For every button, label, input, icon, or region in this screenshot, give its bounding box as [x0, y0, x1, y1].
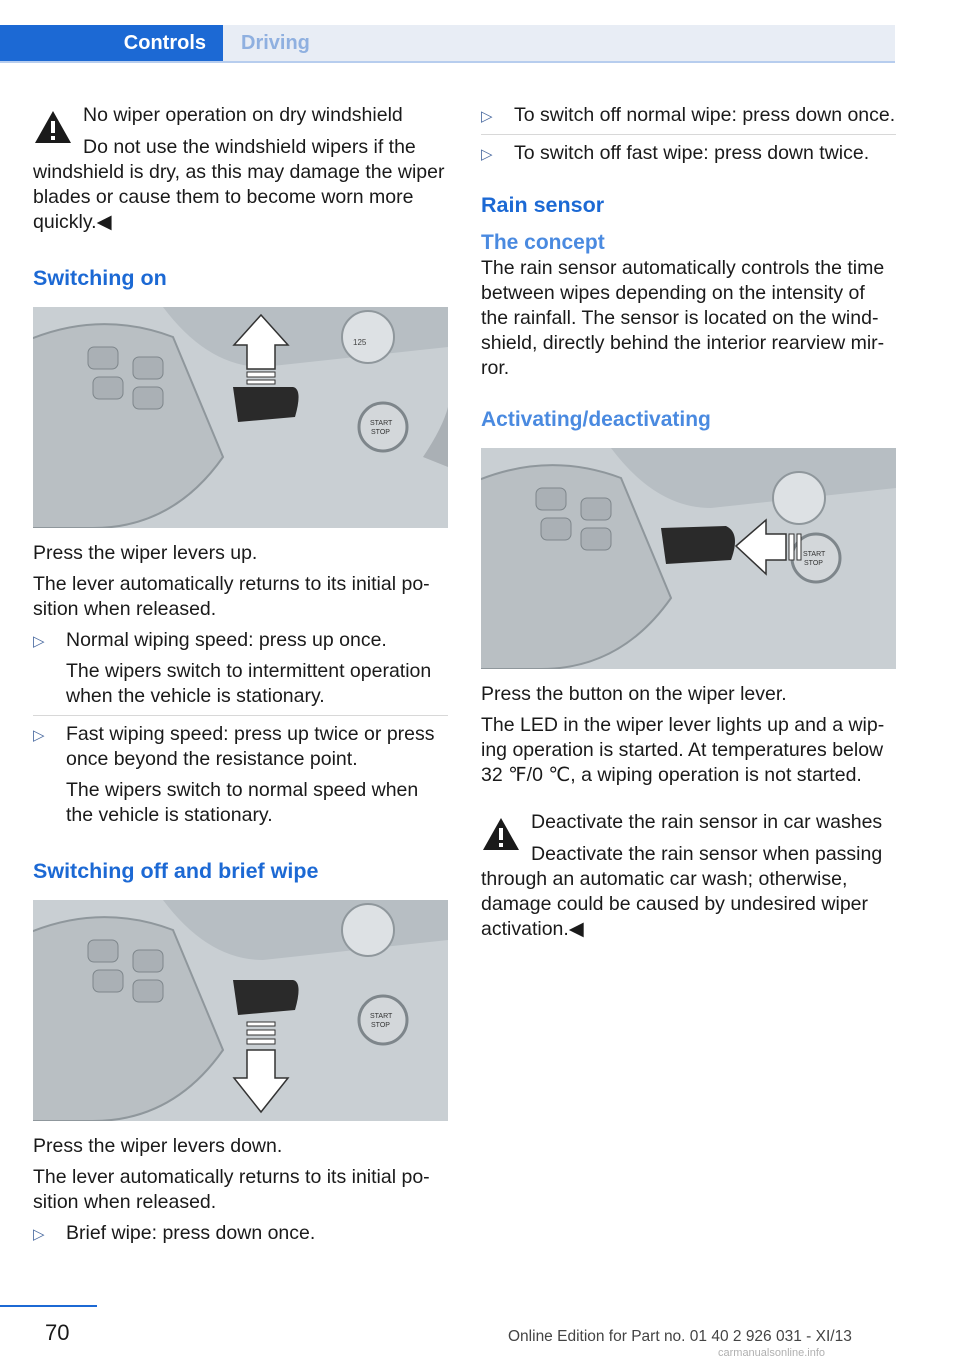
bullet-normal-speed	[33, 628, 448, 709]
svg-text:125: 125	[353, 338, 367, 347]
warning-icon	[33, 109, 73, 145]
bullet-divider	[33, 715, 448, 716]
header-divider	[0, 61, 895, 63]
figure-wiper-down	[33, 900, 448, 1121]
figure-wiper-up	[33, 307, 448, 528]
warning-body-line1: Do not use the windshield wipers if the	[83, 136, 416, 158]
triangle-bullet-icon: ▷	[33, 1226, 45, 1243]
triangle-bullet-icon: ▷	[33, 727, 45, 744]
heading-switching-on: Switching on	[33, 266, 167, 290]
svg-text:START: START	[370, 420, 393, 427]
heading-activating: Activating/deactivating	[481, 408, 711, 431]
warning-title: Deactivate the rain sensor in car washes	[531, 811, 883, 833]
concept-text: The rain sensor automatically controls the time between wipes depending on the intensity of the rainfall. The sensor is located on the wind-shield, directly behind the interior rearview mir-ror.	[481, 257, 885, 379]
bullet-switch-off-fast	[481, 141, 896, 166]
switching-on-p1: Press the wiper levers up.	[33, 542, 258, 564]
triangle-bullet-icon: ▷	[33, 633, 45, 650]
switching-off-p2: The lever automatically returns to its initial po-sition when released.	[33, 1166, 430, 1213]
bullet-text: To switch off fast wipe: press down twice.	[514, 142, 870, 164]
activating-p2: The LED in the wiper lever lights up and a wip-ing operation is started. At temperatures below 32 ℉/0 ℃, a wiping operation is not started.	[481, 714, 885, 786]
heading-switching-off: Switching off and brief wipe	[33, 859, 319, 883]
watermark: carmanualsonline.info	[718, 1347, 826, 1359]
bullet-text: To switch off normal wipe: press down once.	[514, 104, 896, 126]
heading-rain-sensor: Rain sensor	[481, 193, 605, 217]
warning-car-wash	[481, 810, 896, 942]
warning-body: through an automatic car wash; otherwise, damage could be caused by undesired wiper activation.◀	[481, 868, 869, 940]
bullet-text: Normal wiping speed: press up once.	[66, 629, 387, 651]
svg-text:STOP: STOP	[371, 429, 390, 436]
figure-rain-sensor-button	[481, 448, 896, 669]
left-column	[33, 103, 448, 1246]
bullet-fast-speed	[33, 722, 448, 828]
wiper-lever-button-illustration	[481, 448, 896, 669]
tab-controls[interactable]: Controls	[0, 25, 223, 61]
bullet-brief-wipe	[33, 1221, 448, 1246]
warning-body: windshield is dry, as this may damage the wiper blades or cause them to become worn more quickly.◀	[33, 161, 445, 233]
triangle-bullet-icon: ▷	[481, 108, 493, 125]
svg-text:STOP: STOP	[804, 560, 823, 567]
bullet-subtext: The wipers switch to normal speed when the vehicle is stationary.	[66, 779, 419, 826]
svg-text:START: START	[370, 1013, 393, 1020]
tab-driving[interactable]: Driving	[223, 25, 895, 61]
heading-the-concept: The concept	[481, 231, 605, 254]
activating-p1: Press the button on the wiper lever.	[481, 683, 787, 705]
warning-title: No wiper operation on dry windshield	[83, 104, 403, 126]
wiper-lever-up-illustration	[33, 307, 448, 528]
bullet-text: Fast wiping speed: press up twice or press once beyond the resistance point.	[66, 723, 435, 770]
bullet-divider	[481, 134, 896, 135]
svg-text:START: START	[803, 551, 826, 558]
bullet-subtext: The wipers switch to intermittent operation when the vehicle is stationary.	[66, 660, 432, 707]
triangle-bullet-icon: ▷	[481, 146, 493, 163]
switching-on-p2: The lever automatically returns to its initial po-sition when released.	[33, 573, 430, 620]
wiper-lever-down-illustration	[33, 900, 448, 1121]
right-column	[481, 103, 896, 942]
edition-text: Online Edition for Part no. 01 40 2 926 031 - XI/13	[508, 1328, 852, 1345]
bullet-switch-off-normal	[481, 103, 896, 128]
switching-off-p1: Press the wiper levers down.	[33, 1135, 283, 1157]
footer-divider	[0, 1305, 97, 1307]
page-number: 70	[45, 1320, 70, 1345]
header-tabs	[0, 25, 895, 61]
warning-icon	[481, 816, 521, 852]
warning-dry-windshield	[33, 103, 448, 235]
svg-text:STOP: STOP	[371, 1022, 390, 1029]
bullet-text: Brief wipe: press down once.	[66, 1222, 316, 1244]
warning-body-line1: Deactivate the rain sensor when passing	[531, 843, 883, 865]
